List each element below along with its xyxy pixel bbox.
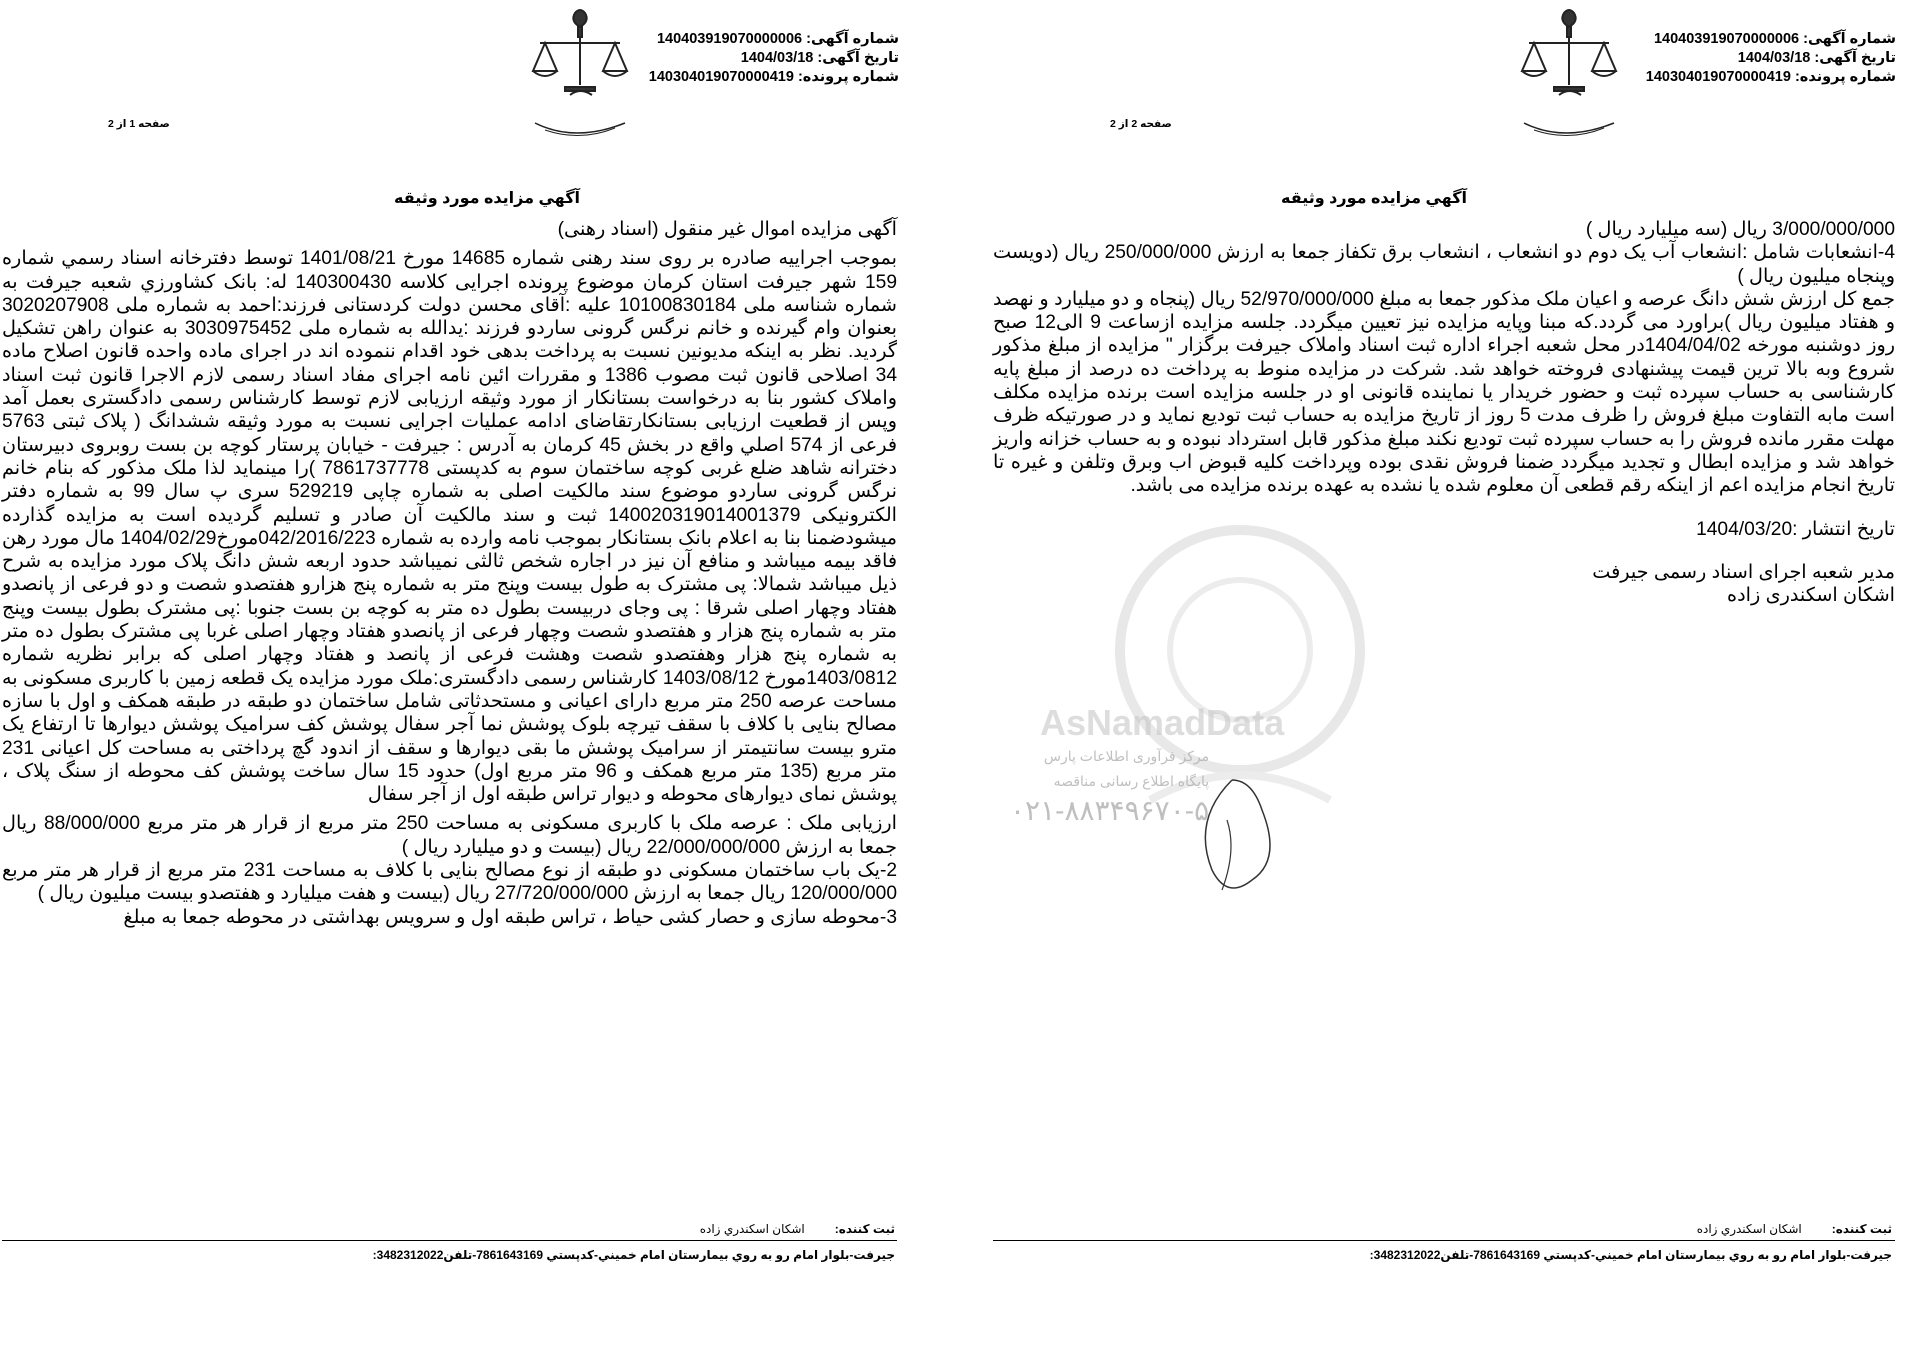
page-number: صفحه 1 از 2 bbox=[108, 118, 170, 130]
page-1 bbox=[0, 0, 935, 1365]
page-number: صفحه 2 از 2 bbox=[1110, 118, 1172, 130]
registrar: ثبت كننده:اشكان اسكندري زاده bbox=[1696, 1222, 1892, 1236]
judiciary-emblem-icon bbox=[1504, 5, 1634, 145]
watermark-brand: AsNamadData bbox=[1040, 702, 1285, 743]
signer-name: اشکان اسکندری زاده bbox=[1727, 585, 1895, 607]
signer-title: مدیر شعبه اجرای اسناد رسمی جیرفت bbox=[1592, 561, 1895, 583]
paragraph: 2-یک باب ساختمان مسکونی دو طبقه از نوع مصالح بنایی با کلاف به مساحت 231 متر مربع از قرار هر متر مربع 120/000/000 ریال جمعا به ارزش 27/720/000/000 ریال (بیست و هفت میلیارد و هفتصدو بیست میلیون ریال ) bbox=[2, 860, 897, 905]
ad-meta: شماره آگهی: 140403919070000006 تاریخ آگهی: 1404/03/18 شماره پرونده: 140304019070000419 bbox=[648, 31, 899, 85]
footer-divider bbox=[2, 1240, 897, 1241]
registrar: ثبت كننده:اشكان اسكندري زاده bbox=[699, 1222, 895, 1236]
watermark-text: مرکز فرآوری اطلاعات پارس پایگاه اطلاع رسانی مناقصه ۰۲۱-۸۸۳۴۹۶۷۰-۵ bbox=[1010, 748, 1210, 826]
subheading: آگهی مزایده اموال غیر منقول (اسناد رهنی) bbox=[557, 219, 897, 240]
paragraph: 3-محوطه سازی و حصار کشی حیاط ، تراس طبقه اول و سرویس بهداشتی در محوطه جمعا به مبلغ bbox=[123, 906, 897, 928]
page-heading: آگهي مزايده مورد وثيقه bbox=[394, 190, 580, 207]
footer-address: جيرفت-بلوار امام رو به روي بيمارستان امام خميني-كدپستي 7861643169-تلفن3482312022: bbox=[1369, 1248, 1892, 1262]
ad-meta: شماره آگهی: 140403919070000006 تاریخ آگهی: 1404/03/18 شماره پرونده: 140304019070000419 bbox=[1645, 31, 1896, 85]
paragraph: ارزیابی ملک : عرصه ملک با کاربری مسکونی به مساحت 250 متر مربع از قرار هر متر مربع 88/000/000 ریال جمعا به ارزش 22/000/000/000 ریال (بیست و دو میلیارد ریال ) bbox=[2, 813, 897, 858]
paragraph: 4-انشعابات شامل :انشعاب آب یک دوم دو انشعاب ، انشعاب برق تکفاز جمعا به ارزش 250/000/000 ریال (دویست وپنجاه میلیون ریال ) bbox=[993, 242, 1895, 287]
paragraph: بموجب اجراییه صادره بر روی سند رهنی شماره 14685 مورخ 1401/08/21 توسط دفترخانه اسناد رسمي شماره 159 شهر جيرفت استان كرمان موضوع پرونده اجرایی کلاسه 140300430 له: بانک کشاورزي شعبه جيرفت به شماره شناسه ملی 10100830184 علیه :آقای محسن دولت کردستانی فرزند:احمد به شماره ملی 3020207908 بعنوان وام گیرنده و خانم نرگس گرونی ساردو فرزند :يدالله به شماره ملی 3030975452 به عنوان راهن تشکیل گردید. نظر به اینکه مدیونین نسبت به پرداخت بدهی خود اقدام ننموده اند در اجرای ماده واحده قانون اصلاح ماده 34 اصلاحی قانون ثبت مصوب 1386 و مقررات ائین نامه اجرای مفاد اسناد رسمی لازم الاجرا قانون ثبت اسناد واملاک کشور بنا به درخواست بستانکار از مورد وثیقه ارزیابی لازم توسط کارشناس رسمی دادگستری بعمل آمد وپس از قطعیت ارزیابی بستانکارتقاضای ادامه عملیات اجرایی نسبت به مورد وثیقه ششدانگ ( پلاک ثبتی 5763 فرعی از 574 اصلي واقع در بخش 45 کرمان به آدرس : جیرفت - خیابان پرستار کوچه بن بست روبروی دبیرستان دخترانه شاهد ضلع غربی کوچه ساختمان سوم به کدپستی 7861737778 )را مینماید لذا ملک مذکور که بنام خانم نرگس گرونی ساردو موضوع سند مالکیت اصلی به شماره چاپی 529219 سری پ سال 99 به شماره دفتر الکترونیکی 140020319014001379 ثبت و سند مالکیت آن صادر و تسلیم گردیده است به مزایده گذارده میشودضمنا بنا به اعلام بانک بستانکار بموجب نامه وارده به شماره 042/2016/223مورخ1404/02/29 مال مورد رهن فاقد بیمه میباشد و منافع آن نیز در اجاره شخص ثالثی نمیباشد حدود اربعه شش دانگ پلاک مورد مزایده به شرح ذیل میباشد شمالا: پی مشترک به طول بیست وپنج متر به شماره پنج هزارو هفتصدو شصت و دو فرعی از پانصدو هفتاد وچهار اصلی شرقا : پی وجای دربیست بطول ده متر به کوچه بن بست جنوبا :پی مشترک بطول بیست وپنج متر به شماره پنج هزار و هفتصدو شصت وچهار فرعی از پانصدو هفتاد وچهار اصلی غربا پی مشترک بطول ده متر به شماره پنج هزار وهفتصدو شصت وهشت فرعی از پانصد و هفتاد وچهار اصلی که برابر نظریه شماره 1403/0812مورخ 1403/08/12 کارشناس رسمی دادگستری:ملک مورد مزایده یک قطعه زمین با کاربری مسکونی به مساحت عرصه 250 متر مربع دارای اعیانی و مستحدثاتی شامل ساختمان دو طبقه در طبقه همکف و اول با سازه مصالح بنایی با کلاف با سقف تیرچه بلوک پوشش نما آجر سفال پوشش کف سرامیک پوشش دیوارها تا ارتفاع یک مترو بیست سانتیمتر از سرامیک پوشش ما بقی دیوارها و سقف از اندود گچ پرداختی به مساحت کل اعیانی 231 متر مربع (135 متر مربع همکف و 96 متر مربع اول) حدود 15 سال ساخت پوشش کف محوطه از سنگ پلاک ، پوشش نمای دیوارهای محوطه و دیوار تراس طبقه اول از آجر سفال bbox=[2, 248, 898, 806]
page-heading: آگهي مزايده مورد وثيقه bbox=[1281, 190, 1467, 207]
footer-address: جيرفت-بلوار امام رو به روي بيمارستان امام خميني-كدپستي 7861643169-تلفن3482312022: bbox=[372, 1248, 895, 1262]
judiciary-emblem-icon bbox=[515, 5, 645, 145]
publish-date: تاریخ انتشار :1404/03/20 bbox=[1696, 518, 1895, 540]
signature-icon bbox=[1172, 760, 1322, 910]
paragraph: 3/000/000/000 ریال (سه میلیارد ریال ) bbox=[1585, 219, 1895, 240]
document-body bbox=[993, 218, 1895, 607]
document-body bbox=[2, 218, 897, 929]
paragraph: جمع کل ارزش شش دانگ عرصه و اعیان ملک مذکور جمعا به مبلغ 52/970/000/000 ریال (پنجاه و دو میلیارد و نهصد و هفتاد میلیون ریال )براورد می گردد.که مبنا وپایه مزایده نیز تعیین میگردد. جلسه مزایده ازساعت 9 الی12 صبح روز دوشنبه مورخه 1404/04/02در محل شعبه اجراء اداره ثبت اسناد واملاک جیرفت برگزار " مزایده از مبلغ مذکور شروع وبه بالا ترین قیمت پیشنهادی فروخته خواهد شد. شرکت در مزایده منوط به پرداخت ده درصد از مبلغ پایه کارشناسی به حساب سپرده ثبت و حضور خریدار یا نماینده قانونی او در جلسه مزایده است برنده مزایده مکلف است مابه التفاوت مبلغ فروش را ظرف مدت 5 روز از تاریخ مزایده به حساب ثبت تودیع نماید و در صورتیکه ظرف مهلت مقرر مانده فروش را به حساب سپرده ثبت تودیع نکند مبلغ مذکور قابل استرداد نبوده و به حساب خزانه واریز خواهد شد و مزایده ابطال و تجدید میگردد ضمنا فروش نقدی بوده وپرداخت کلیه قبوض اب وبرق وتلفن و غیره تا تاریخ انجام مزایده اعم از اینکه رقم قطعی آن معلوم شده یا نشده به عهده برنده مزایده می باشد. bbox=[993, 288, 1895, 497]
footer-divider bbox=[993, 1240, 1895, 1241]
page-2 bbox=[990, 0, 1932, 1365]
